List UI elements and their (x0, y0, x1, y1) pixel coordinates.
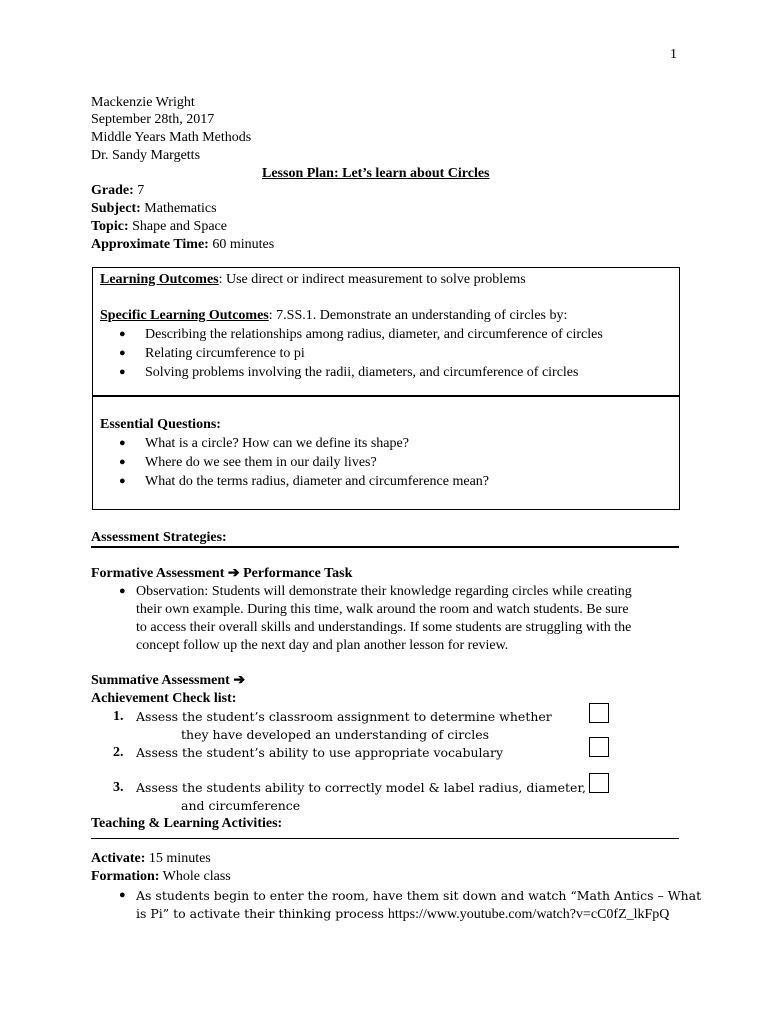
learning-outcomes-line (100, 271, 526, 288)
topic-line (91, 218, 227, 235)
section-rule (91, 546, 679, 548)
teaching-heading: Teaching & Learning Activities: (91, 816, 283, 831)
formative-line: their own example. During this time, walk around the room and watch students. Be sure (136, 602, 629, 617)
subject-label: Subject: (91, 201, 141, 216)
activate-value: 15 minutes (145, 851, 211, 866)
formative-line: to access their overall skills and understandings. If some students are struggling with the (136, 620, 632, 635)
activity-line: As students begin to enter the room, have them sit down and watch “Math Antics – What (136, 888, 702, 903)
bullet-icon: ● (119, 437, 126, 449)
bullet-icon: ● (119, 889, 126, 901)
topic-value: Shape and Space (128, 219, 227, 234)
essential-question-item: Where do we see them in our daily lives? (145, 455, 377, 470)
checklist-checkbox[interactable] (589, 773, 609, 793)
grade-label: Grade: (91, 183, 134, 198)
assessment-heading: Assessment Strategies: (91, 530, 227, 545)
essential-question-item: What do the terms radius, diameter and circumference mean? (145, 474, 490, 489)
topic-label: Topic: (91, 219, 129, 234)
youtube-link[interactable]: https://www.youtube.com/watch?v=cC0fZ_lkFpQ (387, 907, 670, 922)
date: September 28th, 2017 (91, 112, 215, 127)
checklist-number: 1. (113, 709, 124, 724)
formation-line (91, 868, 231, 885)
time-line (91, 236, 274, 253)
bullet-icon: ● (119, 347, 126, 359)
bullet-icon: ● (119, 328, 126, 340)
checklist-item-text: they have developed an understanding of circles (181, 727, 490, 742)
formative-line: Observation: Students will demonstrate their knowledge regarding circles while creating (136, 584, 632, 599)
section-rule (91, 838, 679, 839)
checklist-number: 3. (113, 780, 124, 795)
lesson-title: Lesson Plan: Let’s learn about Circles (262, 166, 490, 181)
specific-outcomes-text: : 7.SS.1. Demonstrate an understanding of circles by: (268, 308, 568, 323)
grade-value: 7 (133, 183, 145, 198)
formation-label: Formation: (91, 869, 160, 884)
outcome-item: Describing the relationships among radius, diameter, and circumference of circles (145, 327, 603, 342)
subject-value: Mathematics (140, 201, 217, 216)
checklist-item-text: Assess the students ability to correctly model & label radius, diameter, (136, 780, 587, 795)
activity-line-with-link (136, 905, 669, 923)
instructor-name: Dr. Sandy Margetts (91, 148, 201, 163)
author-name: Mackenzie Wright (91, 95, 195, 110)
subject-line (91, 200, 217, 217)
specific-outcomes-line (100, 307, 567, 324)
learning-outcomes-label: Learning Outcomes (100, 272, 219, 287)
bullet-icon: ● (119, 475, 126, 487)
checklist-checkbox[interactable] (589, 703, 609, 723)
bullet-icon: ● (119, 366, 126, 378)
checklist-label: Achievement Check list: (91, 691, 237, 706)
learning-outcomes-text: : Use direct or indirect measurement to solve problems (218, 272, 526, 287)
formation-value: Whole class (159, 869, 231, 884)
checklist-item-text: and circumference (181, 798, 301, 813)
grade-line (91, 182, 144, 199)
checklist-checkbox[interactable] (589, 737, 609, 757)
time-value: 60 minutes (208, 237, 275, 252)
essential-questions-box (92, 395, 680, 510)
checklist-item-text: Assess the student’s ability to use appropriate vocabulary (136, 745, 504, 760)
outcome-item: Relating circumference to pi (145, 346, 305, 361)
activate-line (91, 850, 211, 867)
bullet-icon: ● (119, 585, 126, 597)
page-number: 1 (670, 47, 677, 62)
bullet-icon: ● (119, 456, 126, 468)
outcome-item: Solving problems involving the radii, diameters, and circumference of circles (145, 365, 579, 380)
essential-question-item: What is a circle? How can we define its shape? (145, 436, 409, 451)
activate-label: Activate: (91, 851, 146, 866)
time-label: Approximate Time: (91, 237, 209, 252)
course-name: Middle Years Math Methods (91, 130, 252, 145)
checklist-number: 2. (113, 745, 124, 760)
formative-assessment-label: Formative Assessment ➔ Performance Task (91, 566, 353, 581)
activity-text: is Pi” to activate their thinking process (136, 906, 388, 921)
formative-line: concept follow up the next day and plan another lesson for review. (136, 638, 509, 653)
checklist-item-text: Assess the student’s classroom assignment to determine whether (136, 709, 552, 724)
summative-assessment-label: Summative Assessment ➔ (91, 673, 246, 688)
specific-outcomes-label: Specific Learning Outcomes (100, 308, 269, 323)
essential-questions-label: Essential Questions: (100, 417, 221, 432)
